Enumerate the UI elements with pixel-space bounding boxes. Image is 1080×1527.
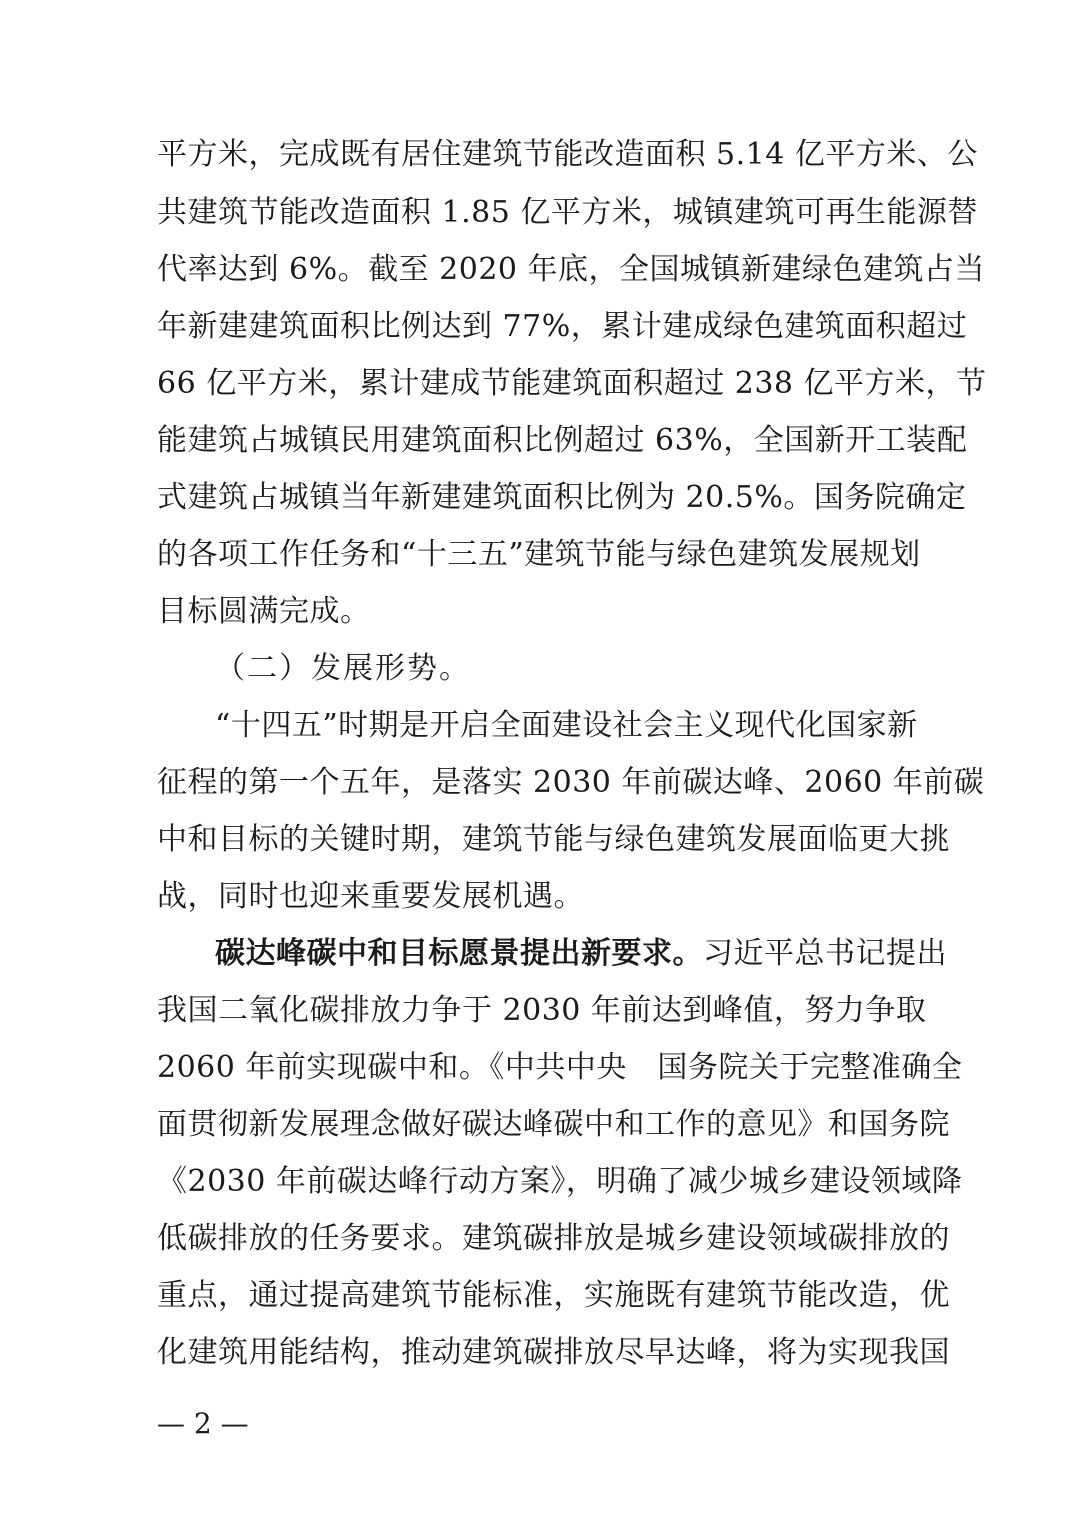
bold-lead-sentence: 碳达峰碳中和目标愿景提出新要求。 (215, 936, 703, 971)
lead-line-rest: 习近平总书记提出 (703, 936, 947, 971)
text-line: 战，同时也迎来重要发展机遇。 (157, 879, 584, 914)
paragraph-lead-line (215, 936, 947, 972)
page-number: — 2 — (157, 1407, 249, 1440)
text-line: 2060 年前实现碳中和。《中共中央 国务院关于完整准确全 (157, 1050, 963, 1085)
text-line: 能建筑占城镇民用建筑面积比例超过 63%，全国新开工装配 (157, 423, 968, 458)
text-line: “十四五”时期是开启全面建设社会主义现代化国家新 (215, 708, 918, 743)
text-line: 中和目标的关键时期，建筑节能与绿色建筑发展面临更大挑 (157, 822, 950, 857)
text-line: 《2030 年前碳达峰行动方案》，明确了减少城乡建设领域降 (157, 1164, 963, 1199)
section-heading: （二）发展形势。 (215, 651, 471, 686)
text-line: 代率达到 6%。截至 2020 年底，全国城镇新建绿色建筑占当 (157, 252, 986, 287)
text-line: 年新建建筑面积比例达到 77%，累计建成绿色建筑面积超过 (157, 309, 968, 344)
text-line: 我国二氧化碳排放力争于 2030 年前达到峰值，努力争取 (157, 993, 927, 1028)
text-line: 目标圆满完成。 (157, 594, 371, 629)
text-line: 共建筑节能改造面积 1.85 亿平方米，城镇建筑可再生能源替 (157, 195, 978, 230)
text-line: 面贯彻新发展理念做好碳达峰碳中和工作的意见》和国务院 (157, 1107, 950, 1142)
text-line: 低碳排放的任务要求。建筑碳排放是城乡建设领域碳排放的 (157, 1221, 950, 1256)
text-line: 重点，通过提高建筑节能标准，实施既有建筑节能改造，优 (157, 1278, 950, 1313)
text-line: 化建筑用能结构，推动建筑碳排放尽早达峰，将为实现我国 (157, 1335, 950, 1370)
text-line: 的各项工作任务和“十三五”建筑节能与绿色建筑发展规划 (157, 537, 921, 572)
text-line: 平方米，完成既有居住建筑节能改造面积 5.14 亿平方米、公 (157, 137, 978, 172)
text-line: 式建筑占城镇当年新建建筑面积比例为 20.5%。国务院确定 (157, 480, 967, 515)
text-line: 征程的第一个五年，是落实 2030 年前碳达峰、2060 年前碳 (157, 765, 985, 800)
text-line: 66 亿平方米，累计建成节能建筑面积超过 238 亿平方米，节 (157, 366, 987, 401)
